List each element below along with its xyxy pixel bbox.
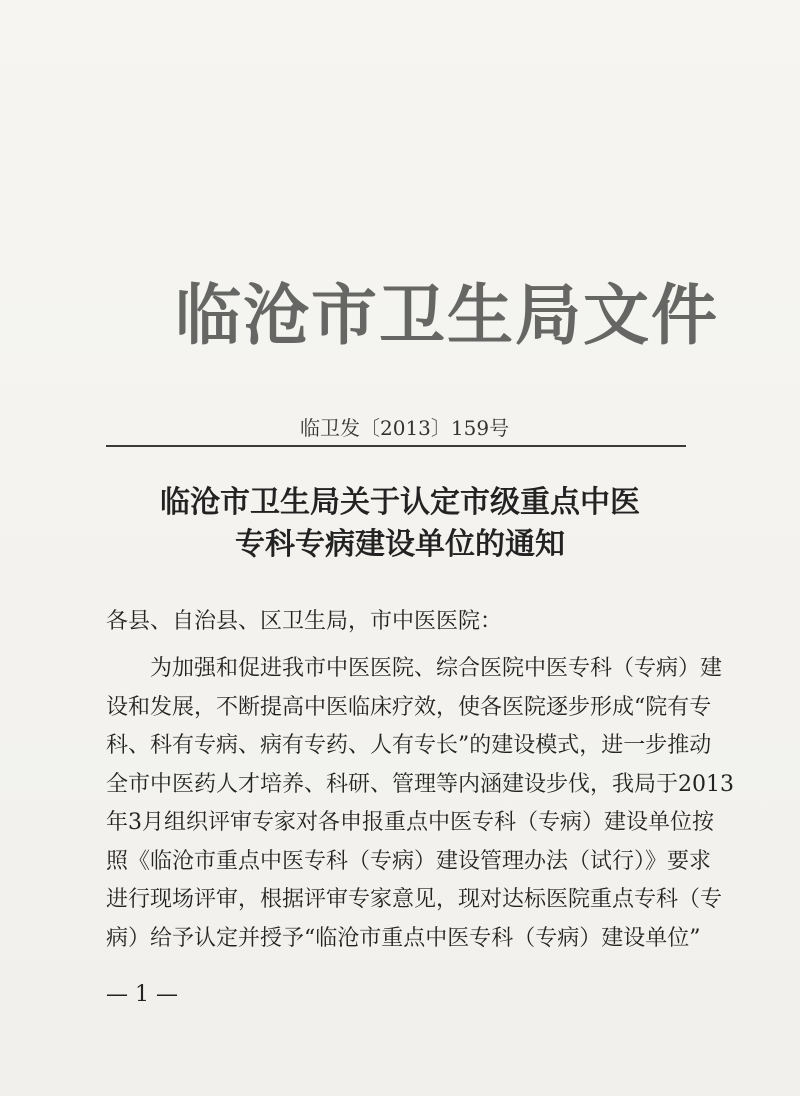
issuer-header-title: 临沧市卫生局文件: [175, 277, 719, 354]
page-number: — 1 —: [106, 982, 178, 1007]
body-line: 为加强和促进我市中医医院、综合医院中医专科（专病）建: [150, 656, 723, 681]
notice-title-line-1: 临沧市卫生局关于认定市级重点中医: [160, 485, 640, 520]
notice-title: [100, 482, 700, 566]
body-line: 设和发展，不断提高中医临床疗效，使各医院逐步形成“院有专: [106, 694, 712, 720]
body-line: 照《临沧市重点中医专科（专病）建设管理办法（试行）》要求: [106, 848, 712, 874]
body-line: 病）给予认定并授予“临沧市重点中医专科（专病）建设单位”: [106, 925, 701, 951]
salutation: 各县、自治县、区卫生局，市中医医院：: [106, 609, 503, 634]
header-divider: [106, 445, 686, 447]
document-number: 临卫发〔2013〕159号: [300, 416, 510, 440]
body-paragraph: [106, 650, 734, 958]
body-line: 科、科有专病、病有专药、人有专长”的建设模式，进一步推动: [106, 733, 712, 758]
body-line: 全市中医药人才培养、科研、管理等内涵建设步伐，我局于2013: [106, 771, 734, 797]
body-line: 年3月组织评审专家对各申报重点中医专科（专病）建设单位按: [106, 810, 714, 835]
notice-title-line-2: 专科专病建设单位的通知: [235, 527, 565, 562]
body-line: 进行现场评审，根据评审专家意见，现对达标医院重点专科（专: [106, 887, 723, 912]
